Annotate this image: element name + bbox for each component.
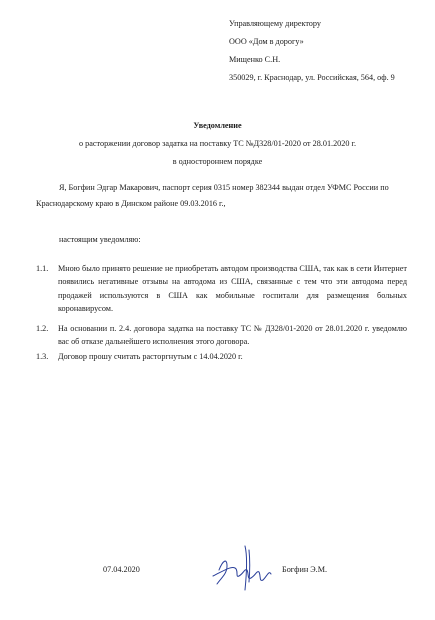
- item-number: 1.3.: [36, 352, 49, 361]
- document-subtitle: о расторжении договор задатка на поставку ТС №Д328/01-2020 от 28.01.2020 г.: [79, 139, 356, 148]
- intro-notice: настоящим уведомляю:: [59, 235, 141, 244]
- addressee-name: Мищенко С.Н.: [229, 55, 281, 64]
- signatory-name: Богфин Э.М.: [282, 565, 328, 574]
- intro-line-2: Краснодарскому краю в Динском районе 09.03.2016 г.,: [36, 199, 226, 208]
- item-text: На основании п. 2.4. договора задатка на поставку ТС № Д328/01-2020 от 28.01.2020 г. уведомлю вас об отказе дальнейшего исполнения этого договора.: [58, 324, 407, 347]
- item-text: Мною было принято решение не приобретать автодом производства США, так как в сети Интернет появились негативные отзывы на автодома из США, связанные с тем что эти автодома перед продажей используются в США как мобильные госпитали для размещения больных коронавирусом.: [58, 264, 407, 314]
- document-subtitle-2: в одностороннем порядке: [172, 157, 263, 166]
- addressee-position: Управляющему директору: [229, 19, 321, 28]
- item-text: Договор прошу считать расторгнутым с 14.04.2020 г.: [58, 352, 243, 361]
- document-title: Уведомление: [193, 121, 242, 130]
- item-number: 1.2.: [36, 324, 49, 333]
- handwritten-signature: [205, 540, 285, 595]
- addressee-company: ООО «Дом в дорогу»: [229, 37, 304, 46]
- addressee-address: 350029, г. Краснодар, ул. Российская, 564, оф. 9: [229, 73, 395, 82]
- signature-date: 07.04.2020: [103, 565, 140, 574]
- item-number: 1.1.: [36, 264, 49, 273]
- intro-line-1: Я, Богфин Эдгар Макарович, паспорт серия 0315 номер 382344 выдан отдел УФМС России по: [59, 183, 389, 192]
